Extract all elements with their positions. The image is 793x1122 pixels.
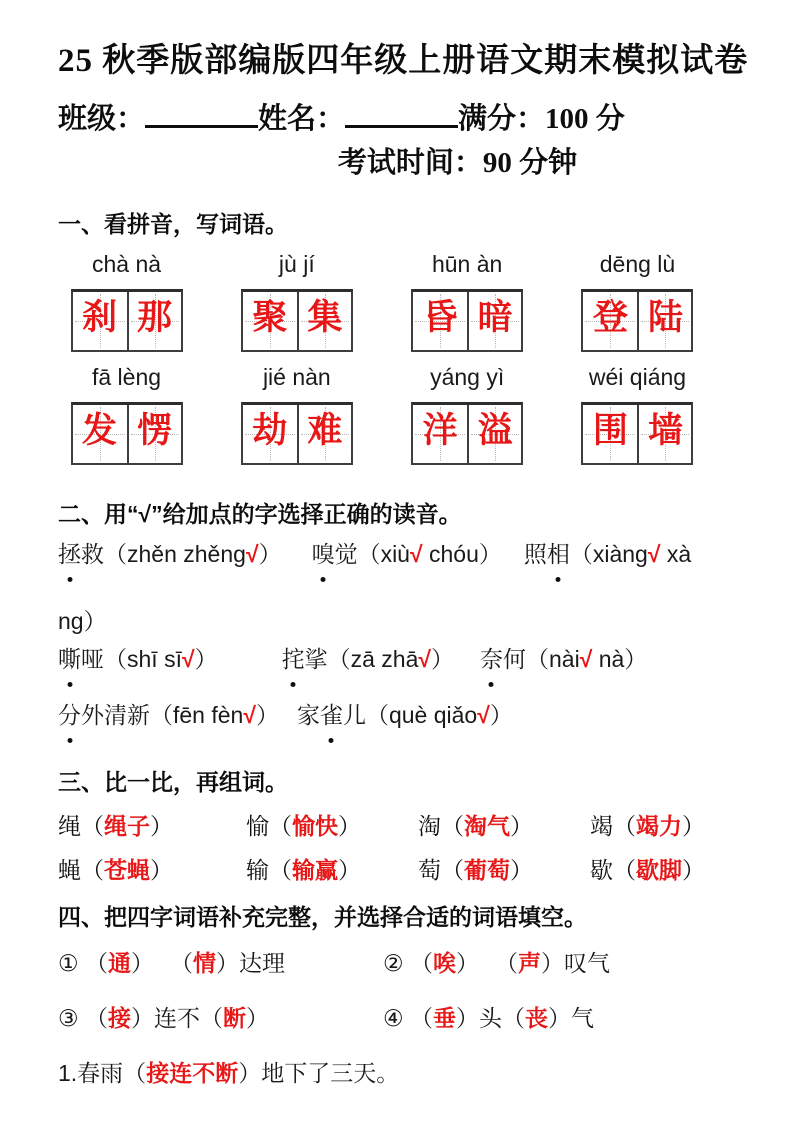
- text-segment: ）: [430, 646, 454, 672]
- character-grid-box: [71, 289, 183, 352]
- text-segment: ）: [489, 702, 513, 728]
- spacer: [218, 666, 282, 667]
- text-line: [383, 948, 741, 979]
- text-segment: 觉（xiù: [334, 541, 410, 567]
- pinyin-word-item: [581, 251, 694, 352]
- dotted-character: 雀: [320, 700, 343, 731]
- dotted-character: 拯: [58, 539, 81, 570]
- spacer: [454, 666, 480, 667]
- answer-character: 暗: [477, 298, 513, 337]
- red-answer-word: 苍蝇: [104, 857, 150, 883]
- dotted-character: 分: [58, 700, 81, 731]
- section-3-heading: 三、比一比，再组词。: [58, 769, 288, 795]
- red-answer-word: 竭力: [636, 813, 682, 839]
- text-segment: ）地下了三天。: [238, 1060, 400, 1086]
- text-line: [58, 606, 741, 637]
- text-segment: ）: [246, 1005, 270, 1031]
- red-answer-text: 接: [108, 1005, 132, 1031]
- paren-open: （: [269, 813, 292, 839]
- answer-character: 集: [307, 298, 343, 337]
- text-segment: ）: [131, 950, 155, 976]
- check-mark: √: [409, 541, 423, 567]
- compare-word-row: [58, 811, 741, 842]
- text-segment: ② （: [383, 950, 434, 976]
- pinyin-word-item: [70, 251, 183, 352]
- pinyin-word-row: [70, 251, 694, 352]
- red-answer-word: 输赢: [292, 857, 338, 883]
- grid-cell: [73, 405, 127, 463]
- paren-open: （: [81, 857, 104, 883]
- check-mark: √: [245, 541, 259, 567]
- section-4-complete-idioms: [58, 902, 741, 1089]
- grid-cell: [413, 405, 467, 463]
- compare-word-item: [590, 811, 741, 842]
- red-answer-word: 淘气: [464, 813, 510, 839]
- grid-cell: [243, 292, 297, 350]
- text-line: [58, 644, 741, 675]
- pinyin-word-item: [411, 364, 524, 465]
- section-3-compare-words: [58, 767, 741, 886]
- spacer: [279, 722, 297, 723]
- pinyin-word-item: [411, 251, 524, 352]
- compare-word-item: [58, 855, 246, 886]
- check-mark: √: [181, 646, 195, 672]
- pinyin-label: yáng yì: [430, 364, 505, 390]
- class-blank-line: [145, 98, 258, 128]
- pinyin-word-item: [70, 364, 183, 465]
- compare-word-row: [58, 855, 741, 886]
- pinyin-label: chà nà: [91, 251, 162, 277]
- answer-character: 难: [307, 411, 343, 450]
- spacer: [282, 561, 312, 562]
- check-mark: √: [243, 702, 256, 728]
- paren-open: （: [441, 857, 464, 883]
- red-answer-text: 垂: [433, 1005, 457, 1031]
- answer-character: 发: [81, 411, 117, 450]
- section-2-choose-pronunciation: [58, 499, 741, 731]
- fill-in-sentences: [58, 1058, 741, 1089]
- answer-character: 围: [592, 411, 628, 450]
- answer-character: 溢: [477, 411, 513, 450]
- text-segment: ）达理: [216, 950, 286, 976]
- text-line: [58, 539, 741, 570]
- spacer: [154, 970, 170, 971]
- section-2-heading: 二、用“√”给加点的字选择正确的读音。: [58, 501, 462, 527]
- text-segment: 救（zhěn zhěng: [81, 541, 246, 567]
- check-mark: √: [579, 646, 593, 672]
- base-character: 绳: [58, 813, 81, 839]
- text-segment: 哑（shī sī: [81, 646, 182, 672]
- text-segment: 照: [523, 541, 547, 567]
- paren-open: （: [81, 813, 104, 839]
- text-segment: ）: [194, 646, 218, 672]
- answer-character: 聚: [252, 298, 288, 337]
- exam-info-line: [58, 97, 741, 141]
- paren-close: ）: [150, 857, 173, 883]
- page-title: 25 秋季版部编版四年级上册语文期末模拟试卷: [58, 43, 749, 79]
- text-line: [58, 700, 741, 731]
- text-segment: ng）: [58, 608, 107, 634]
- text-segment: ）: [258, 541, 282, 567]
- compare-word-item: [590, 855, 741, 886]
- text-segment: （: [495, 950, 519, 976]
- text-segment: xà: [660, 541, 692, 567]
- paren-close: ）: [510, 813, 533, 839]
- name-blank-line: [345, 98, 458, 128]
- spacer: [479, 970, 495, 971]
- text-segment: 1.春雨（: [58, 1060, 147, 1086]
- pinyin-word-row: [70, 364, 694, 465]
- grid-cell: [243, 405, 297, 463]
- text-segment: （: [170, 950, 194, 976]
- paren-close: ）: [338, 857, 361, 883]
- red-answer-word: 绳子: [104, 813, 150, 839]
- exam-time-label: 考试时间：90 分钟: [337, 147, 578, 179]
- paren-close: ）: [150, 813, 173, 839]
- pinyin-label: fā lèng: [91, 364, 162, 390]
- section-1-heading: 一、看拼音，写词语。: [58, 211, 288, 237]
- pinyin-label: jù jí: [278, 251, 315, 277]
- paren-open: （: [613, 813, 636, 839]
- base-character: 歇: [590, 857, 613, 883]
- red-answer-word: 歇脚: [636, 857, 682, 883]
- text-segment: ③ （: [58, 1005, 109, 1031]
- text-segment: 挲（zā zhā: [304, 646, 419, 672]
- answer-character: 刹: [81, 298, 117, 337]
- answer-character: 洋: [422, 411, 458, 450]
- paren-close: ）: [510, 857, 533, 883]
- character-grid-box: [241, 402, 353, 465]
- section-1-pinyin-words: [58, 209, 741, 465]
- paren-open: （: [613, 857, 636, 883]
- text-segment: 何（nài: [502, 646, 580, 672]
- answer-character: 昏: [422, 298, 458, 337]
- base-character: 淘: [418, 813, 441, 839]
- compare-word-item: [246, 855, 418, 886]
- compare-word-rows: [58, 811, 741, 886]
- paren-open: （: [269, 857, 292, 883]
- red-answer-text: 通: [108, 950, 132, 976]
- section-4-heading: 四、把四字词语补充完整，并选择合适的词语填空。: [58, 904, 587, 930]
- text-segment: ④ （: [383, 1005, 434, 1031]
- base-character: 愉: [246, 813, 269, 839]
- red-answer-word: 葡萄: [464, 857, 510, 883]
- text-segment: ）头（: [456, 1005, 526, 1031]
- pinyin-label: jié nàn: [262, 364, 331, 390]
- text-segment: ）: [456, 950, 480, 976]
- grid-cell: [583, 292, 637, 350]
- base-character: 萄: [418, 857, 441, 883]
- base-character: 输: [246, 857, 269, 883]
- pronunciation-lines: [58, 539, 741, 731]
- pinyin-word-item: [240, 364, 353, 465]
- pinyin-word-item: [581, 364, 694, 465]
- grid-cell: [297, 292, 351, 350]
- character-grid-box: [581, 402, 693, 465]
- answer-character: 愣: [136, 411, 172, 450]
- red-answer-text: 断: [223, 1005, 247, 1031]
- grid-cell: [413, 292, 467, 350]
- answer-character: 陆: [647, 298, 683, 337]
- text-segment: ① （: [58, 950, 109, 976]
- text-segment: ）: [255, 702, 279, 728]
- check-mark: √: [418, 646, 431, 672]
- grid-cell: [73, 292, 127, 350]
- text-segment: 儿（què qiǎo: [342, 702, 478, 728]
- grid-cell: [467, 292, 521, 350]
- dotted-character: 嗅: [312, 539, 335, 570]
- pinyin-label: dēng lù: [599, 251, 676, 277]
- class-label: 班级：: [58, 103, 146, 135]
- character-grid-box: [411, 289, 523, 352]
- answer-character: 墙: [647, 411, 683, 450]
- character-grid-box: [241, 289, 353, 352]
- red-answer-text: 接连不断: [146, 1060, 239, 1086]
- base-character: 竭: [590, 813, 613, 839]
- text-segment: （xiàng: [569, 541, 648, 567]
- total-score-label: 满分：100 分: [458, 103, 625, 135]
- red-answer-text: 丧: [525, 1005, 549, 1031]
- compare-word-item: [246, 811, 418, 842]
- base-character: 蝇: [58, 857, 81, 883]
- grid-cell: [583, 405, 637, 463]
- paren-close: ）: [338, 813, 361, 839]
- grid-cell: [637, 405, 691, 463]
- compare-word-item: [418, 811, 590, 842]
- text-line: [58, 1058, 741, 1089]
- answer-character: 那: [136, 298, 172, 337]
- pinyin-word-item: [240, 251, 353, 352]
- red-answer-word: 愉快: [292, 813, 338, 839]
- red-answer-text: 唉: [433, 950, 457, 976]
- dotted-character: 嘶: [58, 644, 81, 675]
- grid-cell: [127, 405, 181, 463]
- grid-cell: [467, 405, 521, 463]
- character-grid-box: [411, 402, 523, 465]
- text-line: [58, 948, 383, 979]
- pinyin-label: hūn àn: [431, 251, 503, 277]
- check-mark: √: [647, 541, 661, 567]
- grid-cell: [297, 405, 351, 463]
- paren-open: （: [441, 813, 464, 839]
- red-answer-text: 声: [518, 950, 542, 976]
- dotted-character: 奈: [480, 644, 503, 675]
- text-segment: 家: [296, 702, 320, 728]
- pinyin-label: wéi qiáng: [588, 364, 687, 390]
- answer-character: 劫: [252, 411, 288, 450]
- idiom-items-grid: [58, 948, 741, 1034]
- pinyin-word-grid: [58, 251, 741, 465]
- red-answer-text: 情: [193, 950, 217, 976]
- dotted-character: 挓: [282, 644, 305, 675]
- answer-character: 登: [592, 298, 628, 337]
- spacer: [502, 561, 524, 562]
- character-grid-box: [71, 402, 183, 465]
- text-segment: ）叹气: [541, 950, 611, 976]
- grid-cell: [127, 292, 181, 350]
- text-segment: nà）: [592, 646, 648, 672]
- dotted-character: 相: [547, 539, 570, 570]
- grid-cell: [637, 292, 691, 350]
- compare-word-item: [58, 811, 246, 842]
- text-segment: chóu）: [422, 541, 502, 567]
- paren-close: ）: [682, 857, 705, 883]
- paren-close: ）: [682, 813, 705, 839]
- compare-word-item: [418, 855, 590, 886]
- text-segment: ）连不（: [131, 1005, 224, 1031]
- character-grid-box: [581, 289, 693, 352]
- check-mark: √: [477, 702, 490, 728]
- text-line: [383, 1003, 741, 1034]
- text-segment: ）气: [548, 1005, 595, 1031]
- text-line: [58, 1003, 383, 1034]
- name-label: 姓名：: [258, 103, 346, 135]
- text-segment: 外清新（fēn fèn: [81, 702, 244, 728]
